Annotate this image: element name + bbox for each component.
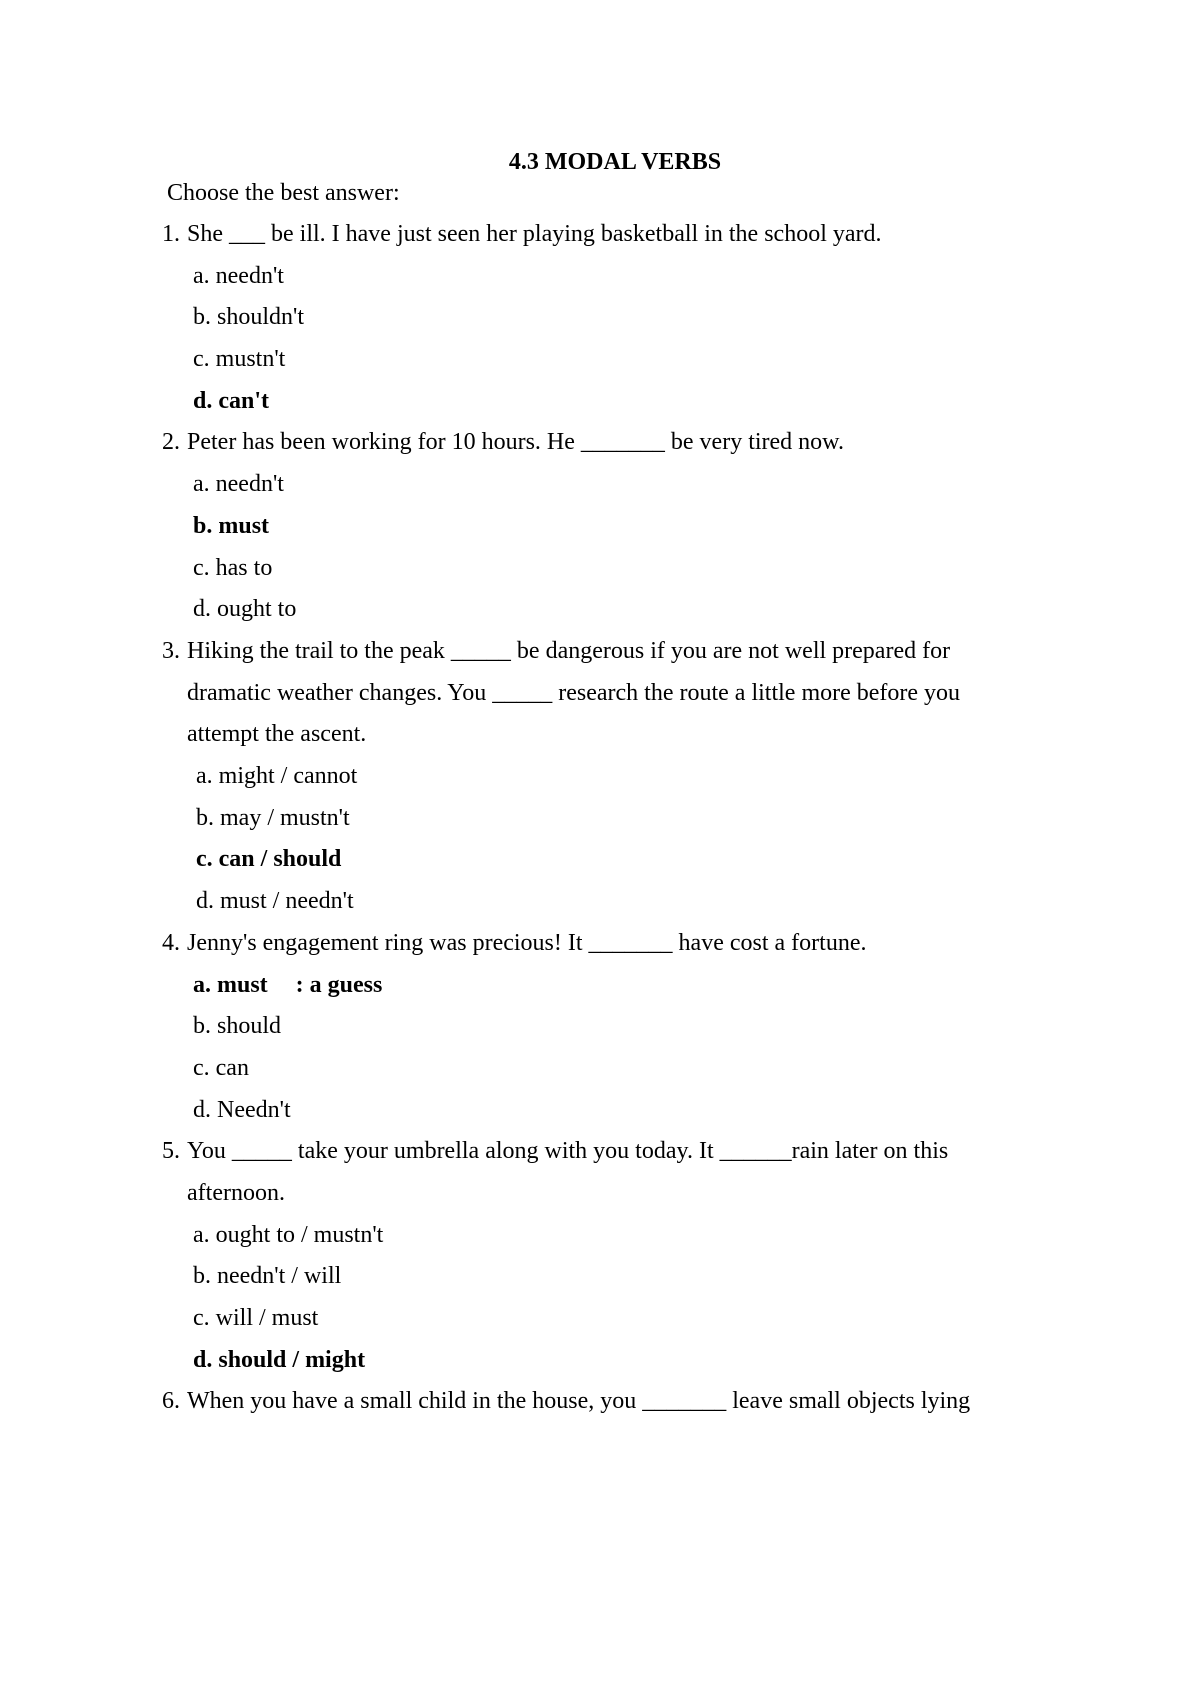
option-1b: b. shouldn't (193, 304, 304, 330)
question-text: Hiking the trail to the peak _____ be dangerous if you are not well prepared for (187, 638, 951, 664)
question-number: 5. (162, 1138, 180, 1164)
question-4 (162, 928, 866, 958)
question-number: 6. (162, 1388, 180, 1414)
question-text: When you have a small child in the house, you _______ leave small objects lying (187, 1388, 971, 1414)
option-1a: a. needn't (193, 263, 284, 289)
option-5a: a. ought to / mustn't (193, 1222, 384, 1248)
option-1c: c. mustn't (193, 346, 286, 372)
question-3-line-2: dramatic weather changes. You _____ research the route a little more before you (187, 680, 961, 706)
option-label: a. must (193, 972, 268, 998)
question-text: You _____ take your umbrella along with you today. It ______rain later on this (187, 1138, 949, 1164)
option-2d: d. ought to (193, 596, 297, 622)
option-4a-correct (193, 970, 382, 1000)
instruction: Choose the best answer: (167, 180, 400, 206)
option-2a: a. needn't (193, 471, 284, 497)
option-4d: d. Needn't (193, 1097, 291, 1123)
question-5-line-2: afternoon. (187, 1180, 285, 1206)
option-2b-correct: b. must (193, 513, 270, 539)
option-3a: a. might / cannot (196, 763, 358, 789)
question-text: She ___ be ill. I have just seen her playing basketball in the school yard. (187, 221, 882, 247)
question-1 (162, 219, 882, 249)
option-2c: c. has to (193, 555, 273, 581)
question-number: 4. (162, 930, 180, 956)
answer-note: : a guess (295, 972, 383, 998)
option-3b: b. may / mustn't (196, 805, 350, 831)
question-3 (162, 636, 950, 666)
question-number: 1. (162, 221, 180, 247)
option-1d-correct: d. can't (193, 388, 270, 414)
option-4c: c. can (193, 1055, 249, 1081)
question-6 (162, 1386, 970, 1416)
question-3-line-3: attempt the ascent. (187, 721, 367, 747)
option-5c: c. will / must (193, 1305, 319, 1331)
page-title: 4.3 MODAL VERBS (508, 149, 722, 175)
option-4b: b. should (193, 1013, 282, 1039)
option-5d-correct: d. should / might (193, 1347, 366, 1373)
option-3c-correct: c. can / should (196, 846, 342, 872)
question-5 (162, 1136, 948, 1166)
question-2 (162, 427, 844, 457)
option-3d: d. must / needn't (196, 888, 354, 914)
question-text: Peter has been working for 10 hours. He _______ be very tired now. (187, 429, 844, 455)
question-text: Jenny's engagement ring was precious! It _______ have cost a fortune. (187, 930, 867, 956)
question-number: 2. (162, 429, 180, 455)
question-number: 3. (162, 638, 180, 664)
option-5b: b. needn't / will (193, 1263, 342, 1289)
